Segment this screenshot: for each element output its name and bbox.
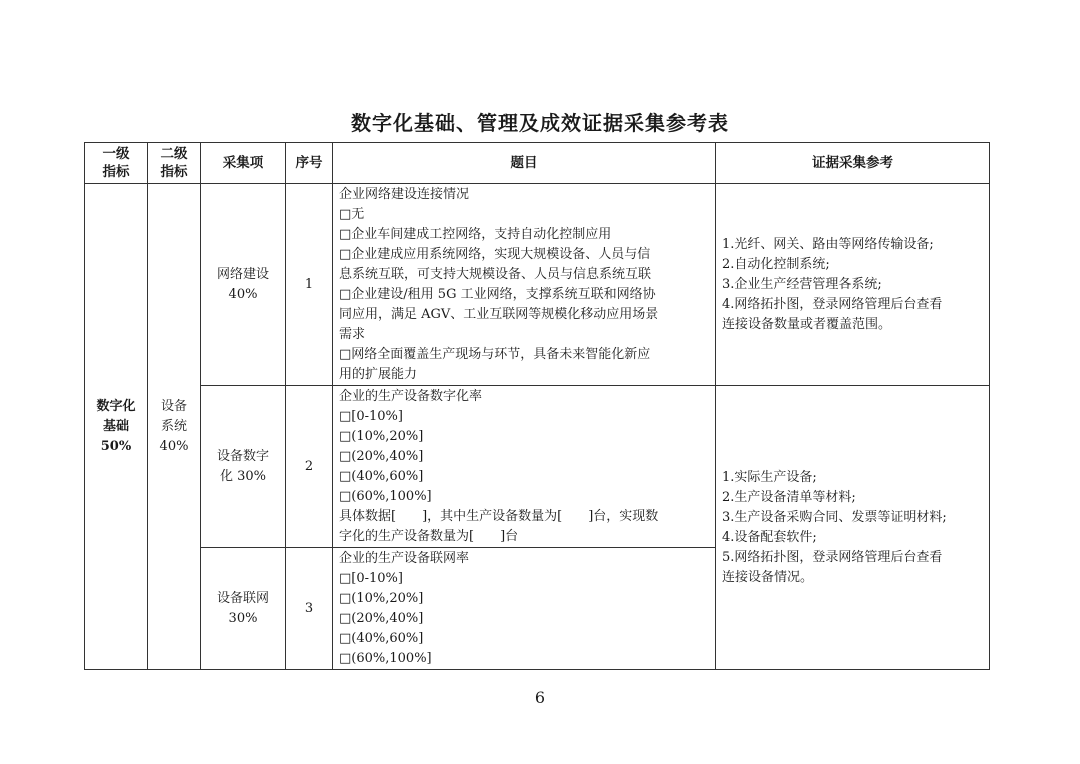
table-header-row xyxy=(85,143,990,184)
topic-option: □[0-10%] xyxy=(339,571,403,586)
level2-indicator xyxy=(148,184,201,670)
evidence-line: 4.网络拓扑图，登录网络管理后台查看 xyxy=(722,296,943,312)
level1-indicator xyxy=(85,184,148,670)
item-line: 40% xyxy=(228,286,258,302)
item-line: 网络建设 xyxy=(216,266,269,282)
header-level2-line2: 指标 xyxy=(160,164,188,180)
item-cell xyxy=(201,548,286,670)
evidence-line: 连接设备数量或者覆盖范围。 xyxy=(722,316,892,332)
topic-option: □企业建成应用系统网络，实现大规模设备、人员与信 xyxy=(339,247,651,262)
topic-option: □企业车间建成工控网络，支持自动化控制应用 xyxy=(339,227,612,242)
level2-line: 系统 xyxy=(160,418,187,434)
evidence-reference-table xyxy=(84,142,990,670)
seq-cell: 3 xyxy=(286,548,333,670)
evidence-line: 连接设备情况。 xyxy=(722,569,814,585)
topic-option: □(20%,40%] xyxy=(339,449,424,464)
seq-cell: 2 xyxy=(286,386,333,548)
level1-line: 50% xyxy=(100,438,132,454)
table-row xyxy=(85,184,990,386)
topic-line: 需求 xyxy=(339,327,366,342)
item-line: 30% xyxy=(228,610,258,626)
topic-line: 用的扩展能力 xyxy=(339,367,418,382)
topic-line: 息系统互联，可支持大规模设备、人员与信息系统互联 xyxy=(339,267,652,282)
item-cell xyxy=(201,184,286,386)
evidence-line: 4.设备配套软件; xyxy=(722,529,817,545)
topic-line: 具体数据[ ]，其中生产设备数量为[ ]台，实现数 xyxy=(339,509,659,524)
topic-cell xyxy=(333,386,716,548)
evidence-line: 5.网络拓扑图，登录网络管理后台查看 xyxy=(722,549,943,565)
evidence-line: 3.生产设备采购合同、发票等证明材料; xyxy=(722,509,947,525)
topic-option: □网络全面覆盖生产现场与环节，具备未来智能化新应 xyxy=(339,347,651,362)
evidence-line: 2.生产设备清单等材料; xyxy=(722,489,856,505)
evidence-line: 1.实际生产设备; xyxy=(722,469,817,485)
topic-option: □(40%,60%] xyxy=(339,631,424,646)
evidence-line: 3.企业生产经营管理各系统; xyxy=(722,276,882,292)
evidence-line: 1.光纤、网关、路由等网络传输设备; xyxy=(722,236,934,252)
evidence-line: 2.自动化控制系统; xyxy=(722,256,830,272)
item-line: 设备数字 xyxy=(216,448,269,464)
item-cell xyxy=(201,386,286,548)
header-level2-line1: 二级 xyxy=(160,146,188,162)
header-item: 采集项 xyxy=(201,143,286,184)
header-evidence: 证据采集参考 xyxy=(716,143,990,184)
table-row xyxy=(85,386,990,548)
topic-option: □(60%,100%] xyxy=(339,489,432,504)
level1-line: 数字化 xyxy=(96,398,136,414)
topic-cell xyxy=(333,548,716,670)
topic-option: □(40%,60%] xyxy=(339,469,424,484)
header-level1-line1: 一级 xyxy=(102,146,130,162)
topic-option: □(20%,40%] xyxy=(339,611,424,626)
topic-option: □(10%,20%] xyxy=(339,591,424,606)
document-title: 数字化基础、管理及成效证据采集参考表 xyxy=(351,111,729,135)
topic-option: □无 xyxy=(339,207,365,222)
item-line: 化 30% xyxy=(219,468,267,484)
topic-option: □(60%,100%] xyxy=(339,651,432,666)
topic-line: 企业的生产设备数字化率 xyxy=(339,389,483,404)
evidence-cell-shared xyxy=(716,386,990,670)
topic-cell xyxy=(333,184,716,386)
header-level2 xyxy=(148,143,201,184)
page-number: 6 xyxy=(534,688,546,707)
header-level1-line2: 指标 xyxy=(102,164,130,180)
level2-line: 40% xyxy=(159,438,189,454)
level2-line: 设备 xyxy=(160,398,187,414)
header-seq: 序号 xyxy=(286,143,333,184)
topic-line: 字化的生产设备数量为[ ]台 xyxy=(339,529,519,544)
header-level1 xyxy=(85,143,148,184)
item-line: 设备联网 xyxy=(216,590,269,606)
topic-line: 同应用，满足 AGV、工业互联网等规模化移动应用场景 xyxy=(339,307,659,322)
topic-option: □(10%,20%] xyxy=(339,429,424,444)
topic-line: 企业的生产设备联网率 xyxy=(339,551,470,566)
evidence-cell xyxy=(716,184,990,386)
topic-option: □企业建设/租用 5G 工业网络，支撑系统互联和网络协 xyxy=(339,287,656,302)
topic-option: □[0-10%] xyxy=(339,409,403,424)
header-topic: 题目 xyxy=(333,143,716,184)
level1-line: 基础 xyxy=(102,418,129,434)
topic-line: 企业网络建设连接情况 xyxy=(339,187,470,202)
seq-cell: 1 xyxy=(286,184,333,386)
